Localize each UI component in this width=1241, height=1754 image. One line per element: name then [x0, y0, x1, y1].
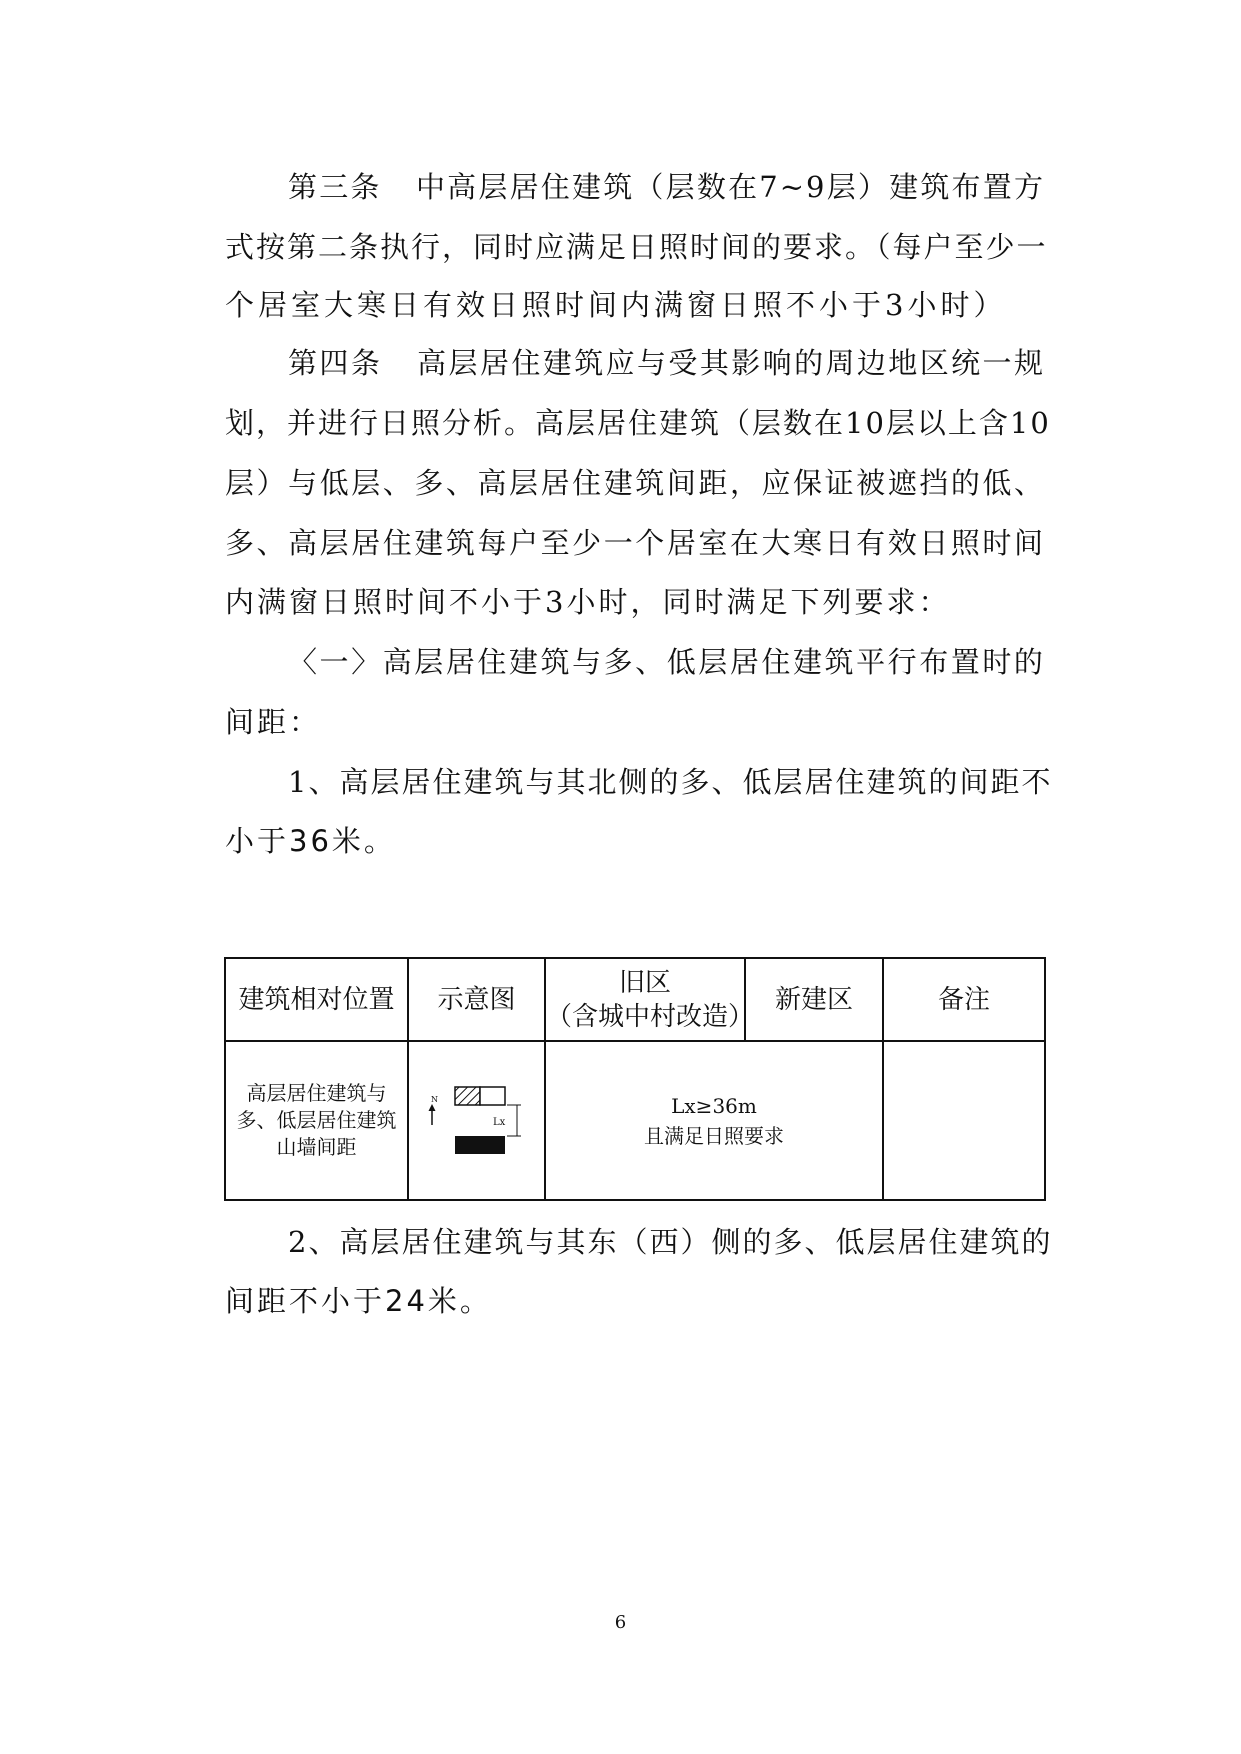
north-arrow-icon [428, 1104, 435, 1125]
article4-line5 [225, 582, 950, 622]
section1-marker: 〈一〉 [288, 645, 383, 679]
article3-bold-text: 第二条执行，同时应满足日照时间 [287, 230, 753, 264]
row-position-line: 高层居住建筑与 [246, 1081, 387, 1105]
article3-line2 [225, 227, 1048, 267]
article4-line4 [225, 523, 1045, 563]
article4-bold-text: 与低层、多、高层 [288, 466, 541, 500]
item1-text: 居住建筑的间距 [804, 765, 1022, 799]
article4-bold-text: 划，并进行日照分析。高层 [225, 406, 598, 440]
article4-bold-text: 每户至少一个居室在大寒日 [477, 526, 857, 560]
article3-text: 的要求。（每户至少一 [752, 230, 1048, 264]
header-old-district [545, 958, 755, 1041]
row-position-line: 山墙间距 [276, 1135, 357, 1159]
article4-line1 [288, 343, 1045, 383]
north-label: N [430, 1094, 438, 1104]
south-high-rise-building-shape [455, 1087, 505, 1105]
row-value-distance: Lx≥36m [671, 1093, 757, 1118]
article3-text: 居住建筑（层数在7~9层）建筑布置方 [509, 170, 1045, 204]
item2-line2 [225, 1281, 492, 1321]
header-remark: 备注 [883, 958, 1045, 1041]
article3-text: 个居室大寒日有效日照时间内满窗日照不小于3小时） [225, 288, 1007, 322]
header-position: 建筑相对位置 [225, 958, 408, 1041]
section1-text: 间距： [225, 705, 322, 739]
header-old-district-title: 旧区 [618, 967, 671, 998]
row-diagram [408, 1041, 545, 1200]
item2-text: 居住建筑 [401, 1225, 526, 1259]
item2-text: 间距 [225, 1284, 290, 1318]
article4-text: 多、高层居住建筑 [225, 526, 478, 560]
north-low-rise-building-shape [455, 1136, 505, 1154]
dimension-label: Lx [492, 1116, 505, 1128]
dimension-line [507, 1105, 521, 1136]
spacing-table [224, 957, 1046, 1201]
page-number: 6 [614, 1612, 627, 1633]
spacing-diagram [417, 1069, 537, 1169]
article4-line2 [225, 403, 1051, 443]
item2-text: 居住建筑的 [897, 1225, 1053, 1259]
article3-number: 第三条 [288, 170, 382, 204]
section1-text: 时的 [982, 645, 1045, 679]
article3-text: 式按 [225, 230, 288, 264]
row-remark [883, 1041, 1045, 1200]
section1-bold-text: 与多、低层 [572, 645, 730, 679]
article4-bold-text: 小时，同时满足下列要求： [566, 585, 951, 619]
section1-bold-text: 平行布置 [856, 645, 983, 679]
item1-line2 [225, 821, 396, 861]
item1-text: 小于36米。 [225, 824, 396, 858]
item2-bold-text: 与其东（西）侧的多、低层 [525, 1225, 898, 1259]
article4-text: 内满窗日照时间不小于3 [225, 585, 567, 619]
item2-bold-text: 不小于24米。 [289, 1284, 492, 1318]
section1-bold-text: 高层 [382, 645, 446, 679]
article4-text: 有效日照时间 [856, 526, 1045, 560]
item2-line1 [288, 1222, 1053, 1262]
article4-text: 居住建筑（层数在10层以上含10 [597, 406, 1051, 440]
section1-line1 [288, 642, 1045, 682]
item1-bold-text: 高层 [339, 765, 402, 799]
item2-number: 2、 [288, 1225, 340, 1259]
row-position [225, 1041, 408, 1200]
item1-bold-text: 不 [1021, 765, 1053, 799]
row-value [545, 1041, 883, 1200]
header-new-district: 新建区 [745, 958, 883, 1041]
article3-line1 [288, 167, 1045, 207]
item1-bold-text: 与其北侧的多、低层 [525, 765, 805, 799]
article4-line3 [225, 463, 1045, 503]
article4-text: 层） [225, 466, 289, 500]
table-row [225, 1041, 1045, 1200]
article4-text: 居住建筑间距，应保证被遮挡的低、 [540, 466, 1045, 500]
article3-line3 [225, 285, 1006, 325]
item2-bold-text: 高层 [339, 1225, 402, 1259]
article3-bold-text: 中高层 [415, 170, 510, 204]
row-position-line: 多、低层居住建筑 [236, 1108, 397, 1132]
item1-line1 [288, 762, 1053, 802]
table-header-row [225, 958, 1045, 1041]
row-value-condition: 且满足日照要求 [644, 1123, 784, 1148]
article4-bold-text: 高层居住 [417, 346, 543, 380]
header-diagram: 示意图 [408, 958, 545, 1041]
section1-line2 [225, 702, 321, 742]
header-old-district-note: （含城中村改造） [546, 1001, 755, 1032]
section1-text: 居住建筑 [445, 645, 573, 679]
item1-number: 1、 [288, 765, 340, 799]
article4-bold-text: 与受其影响的周边地区统一规 [637, 346, 1045, 380]
item1-text: 居住建筑 [401, 765, 526, 799]
article4-number: 第四条 [288, 346, 383, 380]
article4-text: 建筑应 [542, 346, 638, 380]
section1-text: 居住建筑 [729, 645, 857, 679]
